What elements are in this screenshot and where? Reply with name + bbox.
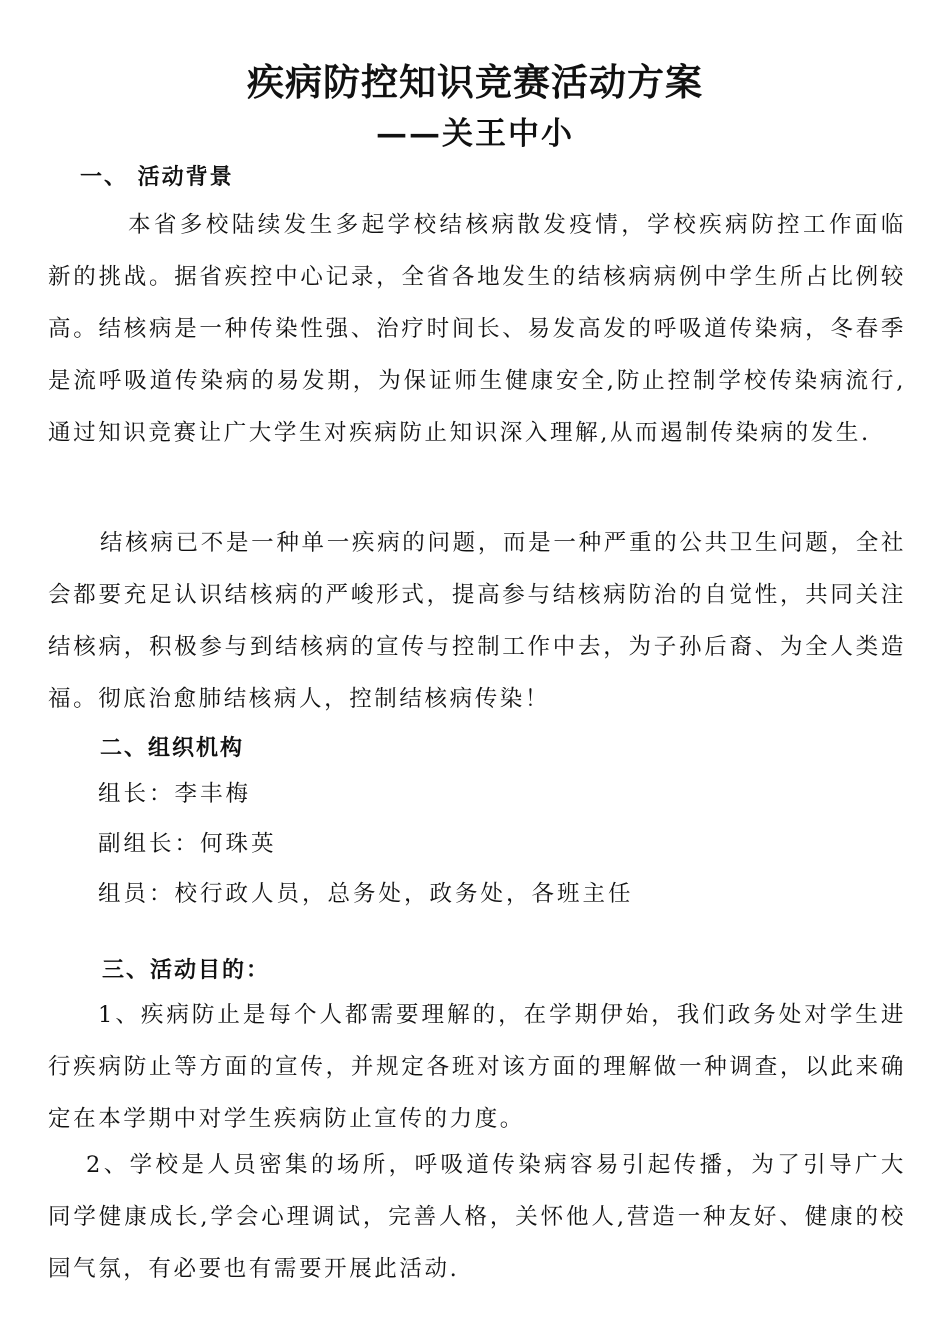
document-subtitle: ——关王中小	[376, 116, 574, 152]
section-heading-purpose: 三、活动目的：	[102, 958, 271, 983]
section-heading-background: 一、 活动背景	[80, 165, 234, 190]
purpose-item-2: 2、学校是人员密集的场所，呼吸道传染病容易引起传播，为了引导广大同学健康成长,学会心理调试，完善人格，关怀他人,营造一种友好、健康的校园气氛，有必要也有需要开展此活动.	[48, 1152, 906, 1282]
background-paragraph-1: 本省多校陆续发生多起学校结核病散发疫情，学校疾病防控工作面临新的挑战。据省疾控中心记录，全省各地发生的结核病病例中学生所占比例较高。结核病是一种传染性强、治疗时间长、易发高发的呼吸道传染病，冬春季是流呼吸道传染病的易发期，为保证师生健康安全,防止控制学校传染病流行,通过知识竞赛让广大学生对疾病防止知识深入理解,从而遏制传染病的发生.	[48, 212, 906, 446]
document-title: 疾病防控知识竞赛活动方案	[247, 60, 703, 104]
section-heading-organization: 二、组织机构	[100, 736, 245, 761]
background-paragraph-2: 结核病已不是一种单一疾病的问题，而是一种严重的公共卫生问题，全社会都要充足认识结核病的严峻形式，提高参与结核病防治的自觉性，共同关注结核病，积极参与到结核病的宣传与控制工作中去，为子孙后裔、为全人类造福。彻底治愈肺结核病人，控制结核病传染！	[48, 530, 906, 712]
organization-members: 组员：校行政人员，总务处，政务处，各班主任	[98, 881, 634, 907]
organization-leader: 组长：李丰梅	[98, 781, 252, 807]
purpose-item-1: 1、疾病防止是每个人都需要理解的，在学期伊始，我们政务处对学生进行疾病防止等方面的宣传，并规定各班对该方面的理解做一种调查，以此来确定在本学期中对学生疾病防止宣传的力度。	[48, 1002, 906, 1132]
organization-deputy: 副组长：何珠英	[98, 831, 277, 857]
